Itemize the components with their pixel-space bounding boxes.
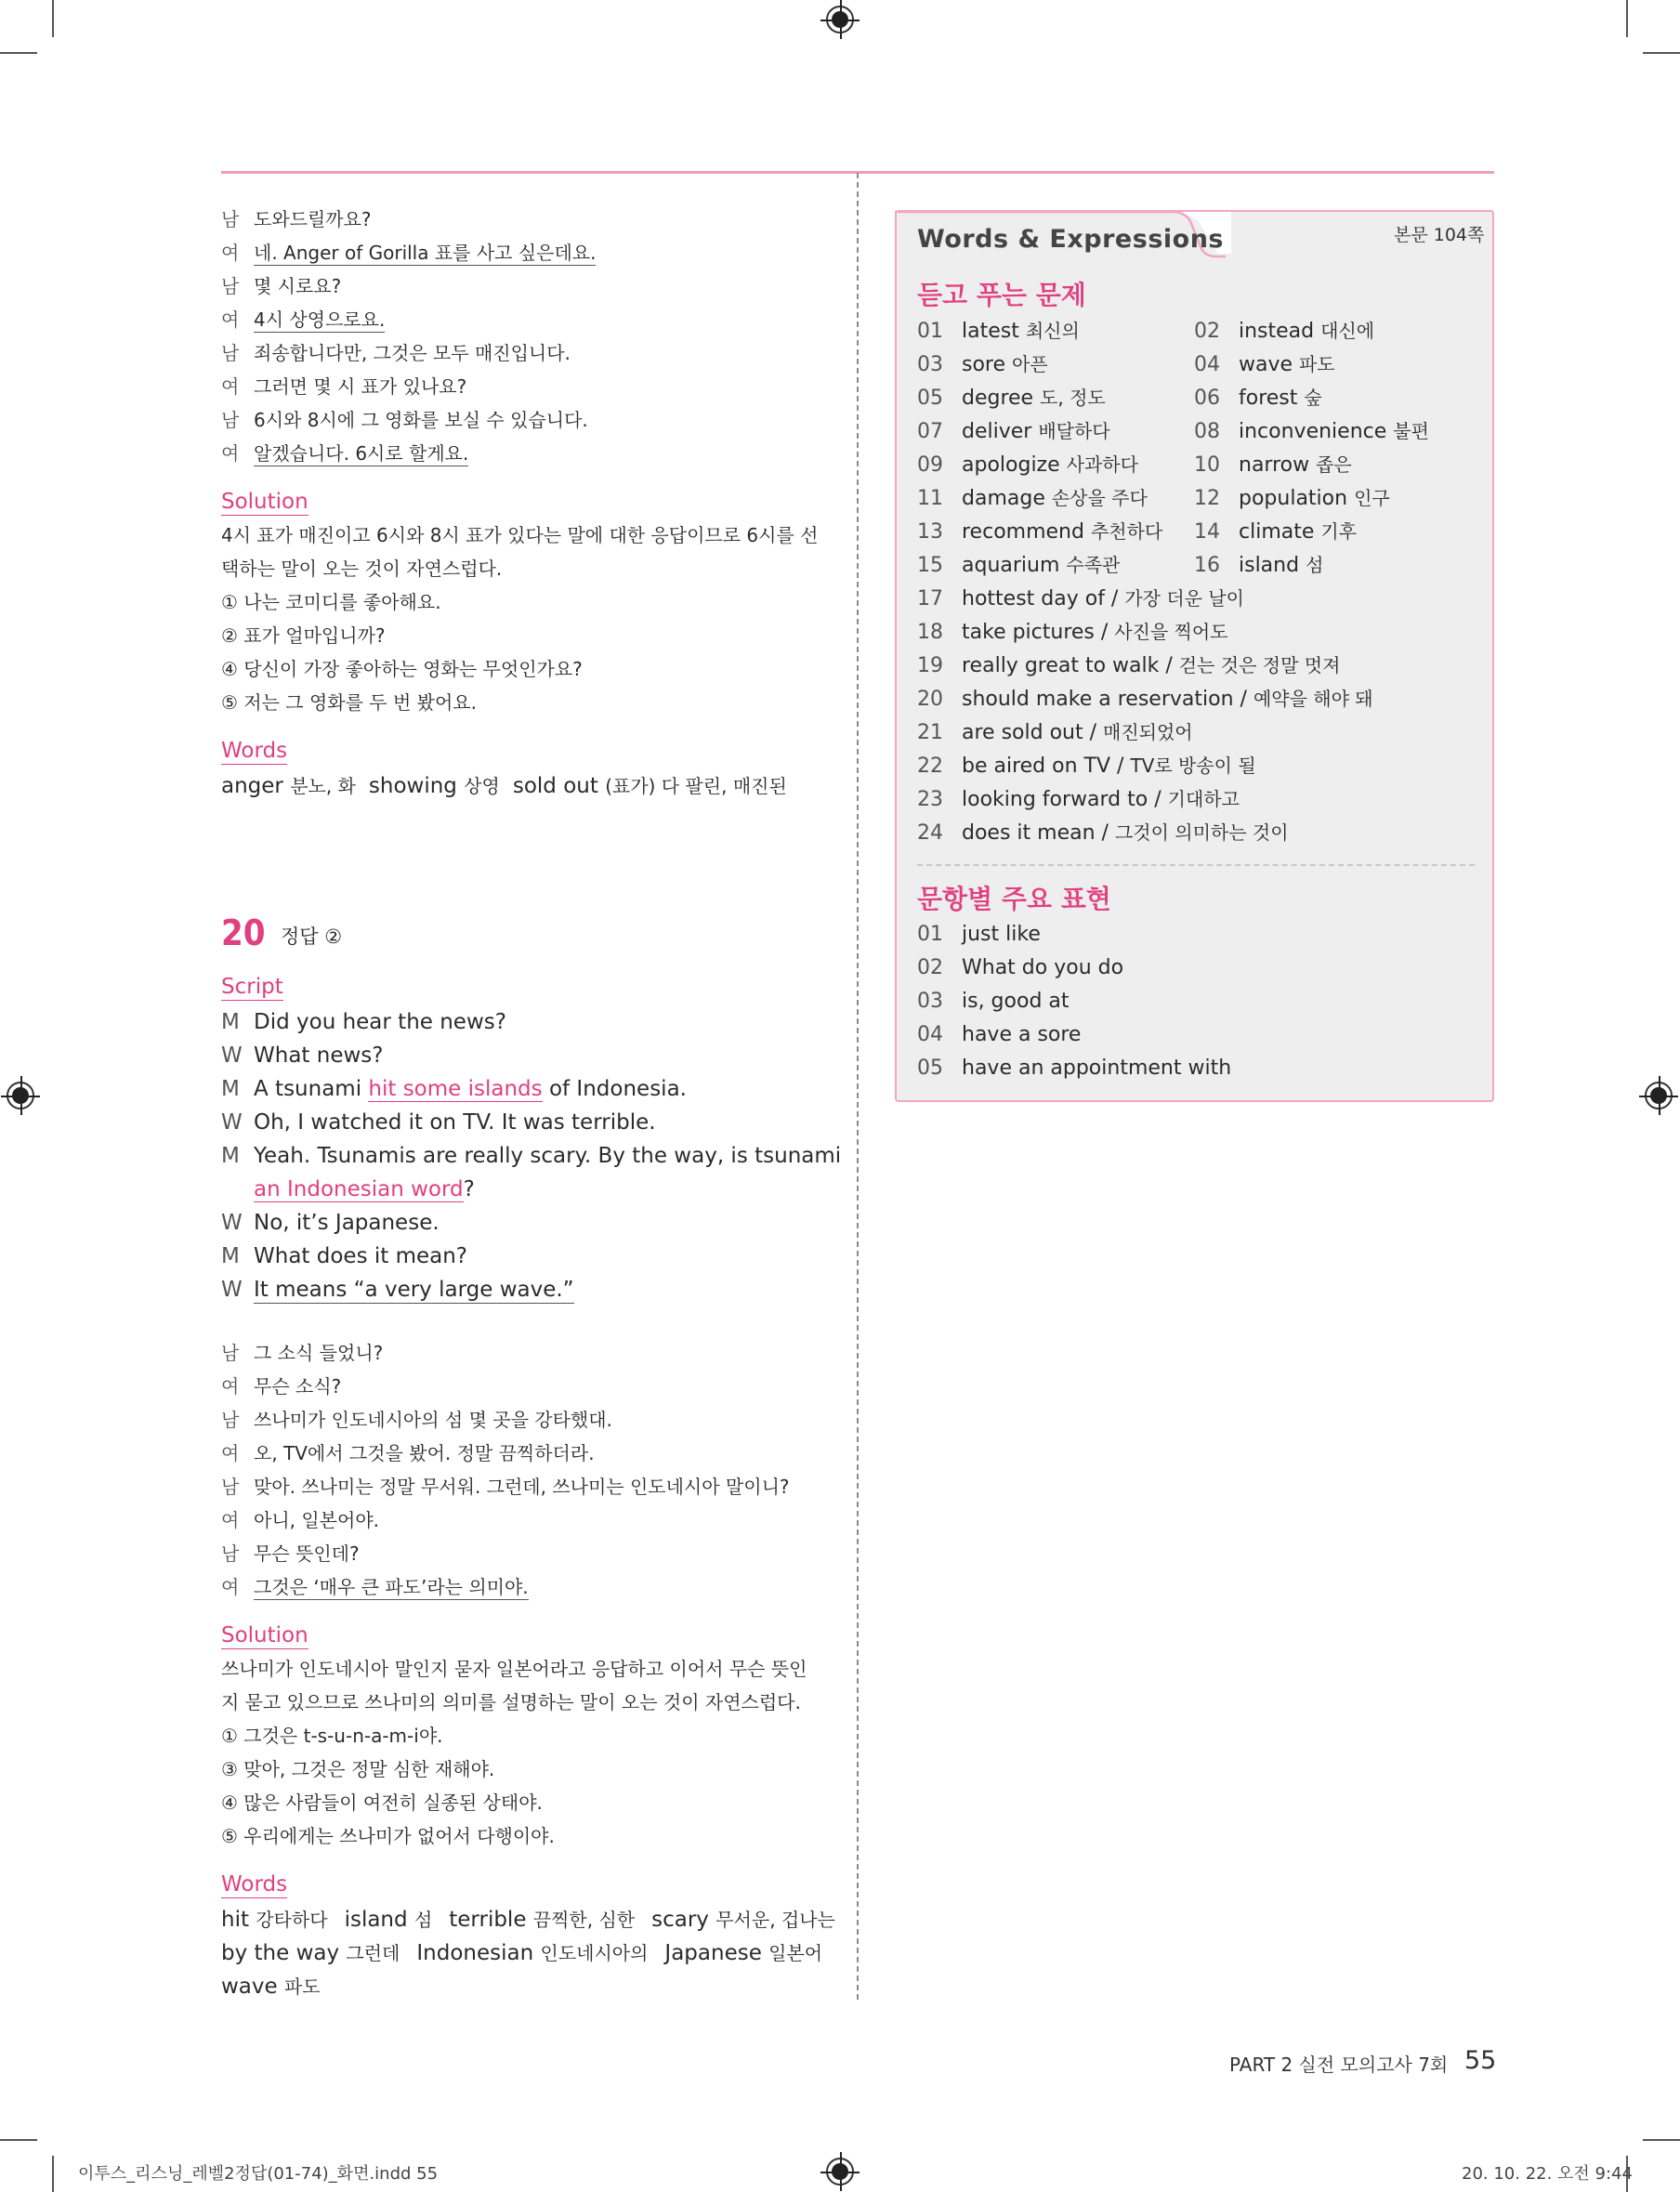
column-divider	[857, 173, 859, 2000]
script-line	[221, 1273, 574, 1306]
vocab-en: aquarium	[962, 554, 1067, 577]
vocab-number: 24	[917, 821, 943, 845]
script-line	[221, 1206, 440, 1240]
dialogue-kr-line	[221, 437, 468, 471]
vocab-phrase	[917, 615, 1228, 650]
speaker-label: W	[221, 1211, 243, 1235]
script-heading: Script	[221, 975, 283, 999]
dialogue-kr-line	[221, 1570, 529, 1605]
solution-line: ③ 맞아, 그것은 정말 심한 재해야.	[221, 1758, 495, 1780]
vocab-phrase	[917, 649, 1340, 683]
vocab-phrase	[917, 749, 1256, 783]
expression-item	[917, 952, 1123, 985]
dialogue-kr-line	[221, 1370, 341, 1404]
vocab-en: should make a reservation /	[962, 688, 1253, 711]
speaker-label: 여	[221, 1442, 240, 1464]
vocab-kr: 가장 더운 날이	[1124, 587, 1244, 610]
solution-line: ② 표가 얼마입니까?	[221, 624, 386, 647]
word-en: sold out	[512, 774, 606, 798]
vocab-item	[1194, 481, 1390, 516]
solution-line: ⑤ 저는 그 영화를 두 번 봤어요.	[221, 691, 477, 714]
dialogue-kr-line	[221, 1437, 595, 1471]
vocab-kr: 수족관	[1066, 554, 1121, 576]
left-column	[221, 0, 842, 2044]
word-en: terrible	[449, 1908, 533, 1932]
dialogue-kr-line	[221, 1537, 360, 1571]
line-text: 4시 상영으로요.	[254, 308, 386, 331]
line-text: 알겠습니다. 6시로 할게요.	[254, 442, 469, 465]
slug-filename: 이투스_리스닝_레벨2정답(01-74)_화면.indd 55	[78, 2164, 439, 2184]
footer-part: PART 2 실전 모의고사 7회	[1229, 2054, 1449, 2076]
expression-number: 01	[917, 923, 943, 946]
vocab-number: 20	[917, 688, 943, 711]
page-number: 55	[1464, 2046, 1497, 2075]
word-kr: 끔찍한, 심한	[532, 1909, 636, 1931]
words-line	[221, 769, 787, 804]
speaker-label: 여	[221, 1576, 240, 1598]
speaker-label: 여	[221, 375, 240, 398]
crop-mark	[1626, 0, 1628, 37]
expression-item	[917, 918, 1041, 952]
word-en: Indonesian	[416, 1941, 541, 1965]
vocab-number: 23	[917, 788, 943, 811]
dialogue-kr-line	[221, 236, 596, 270]
answer-label: 정답 ②	[281, 925, 343, 948]
vocab-en: really great to walk /	[962, 654, 1179, 677]
script-line	[221, 1240, 467, 1273]
script-text: No, it’s Japanese.	[254, 1211, 440, 1235]
crop-mark	[1643, 52, 1680, 54]
words-heading: Words	[221, 1872, 288, 1897]
vocab-item	[917, 515, 1162, 549]
word-kr: 분노, 화	[290, 775, 356, 797]
vocab-number: 18	[917, 621, 943, 644]
dialogue-kr-line	[221, 370, 466, 404]
vocab-item	[1194, 515, 1357, 549]
dialogue-kr-line	[221, 1470, 790, 1504]
speaker-label: 남	[221, 1409, 240, 1431]
vocab-number: 19	[917, 654, 943, 677]
line-text: 맞아. 쓰나미는 정말 무서워. 그런데, 쓰나미는 인도네시아 말이니?	[254, 1476, 790, 1498]
vocab-number: 11	[917, 487, 943, 510]
expression-en: have a sore	[962, 1023, 1082, 1046]
vocab-kr: 좁은	[1316, 453, 1352, 476]
line-text: 쓰나미가 인도네시아의 섬 몇 곳을 강타했대.	[254, 1409, 612, 1431]
dialogue-kr-line	[221, 336, 571, 371]
vocab-item	[1194, 448, 1352, 482]
line-text: 몇 시로요?	[254, 275, 342, 297]
vocab-en: looking forward to /	[962, 788, 1168, 811]
speaker-label: W	[221, 1278, 243, 1302]
crop-mark	[52, 0, 54, 37]
vocab-kr: 인구	[1354, 487, 1390, 509]
vocab-en: inconvenience	[1239, 420, 1394, 443]
vocab-en: population	[1239, 487, 1355, 510]
vocab-en: be aired on TV /	[962, 755, 1131, 778]
vocab-kr: 불편	[1393, 420, 1429, 442]
registration-mark-icon	[7, 1082, 34, 1109]
vocab-number: 05	[917, 387, 943, 410]
vocab-en: instead	[1239, 320, 1321, 343]
vocab-en: forest	[1239, 387, 1305, 410]
dialogue-kr-line	[221, 269, 341, 304]
speaker-label: W	[221, 1110, 243, 1135]
script-line	[221, 1139, 841, 1173]
script-text: of Indonesia.	[542, 1077, 687, 1101]
expression-item	[917, 1018, 1081, 1052]
vocab-en: sore	[962, 353, 1013, 376]
script-line	[221, 1173, 475, 1206]
vocab-kr: 최신의	[1025, 320, 1080, 342]
expression-en: is, good at	[962, 990, 1070, 1013]
vocab-kr: 파도	[1299, 353, 1335, 375]
vocab-en: degree	[962, 387, 1041, 410]
vocab-item	[917, 481, 1148, 516]
expression-item	[917, 985, 1070, 1018]
vocab-kr: 섬	[1306, 554, 1324, 576]
dialogue-kr-line	[221, 1336, 383, 1371]
word-kr: 인도네시아의	[540, 1942, 649, 1964]
speaker-label: M	[221, 1077, 240, 1101]
vocab-item	[917, 348, 1048, 382]
vocab-kr: TV로 방송이 될	[1130, 755, 1256, 777]
vocab-number: 14	[1194, 520, 1220, 544]
vocab-item	[917, 414, 1110, 449]
vocab-en: deliver	[962, 420, 1039, 443]
words-line	[221, 1936, 822, 1971]
section-title-listening: 듣고 푸는 문제	[917, 280, 1086, 310]
speaker-label: 여	[221, 1509, 240, 1531]
vocab-number: 04	[1194, 353, 1220, 376]
word-en: anger	[221, 774, 291, 798]
vocab-kr: 추천하다	[1090, 520, 1163, 543]
line-text: 도와드릴까요?	[254, 208, 372, 230]
question-number: 20	[221, 912, 266, 953]
vocab-en: narrow	[1239, 453, 1317, 477]
speaker-label: W	[221, 1043, 243, 1068]
vocab-number: 03	[917, 353, 943, 376]
crop-mark	[52, 2156, 54, 2192]
vocab-number: 13	[917, 520, 943, 544]
expression-number: 03	[917, 990, 943, 1013]
vocab-item	[1194, 348, 1335, 382]
expression-number: 02	[917, 956, 943, 979]
line-text: 무슨 소식?	[254, 1375, 342, 1398]
vocab-item	[1194, 314, 1374, 348]
vocab-en: island	[1239, 554, 1306, 577]
vocab-number: 17	[917, 587, 943, 610]
vocab-item	[1194, 381, 1322, 415]
vocab-item	[917, 548, 1120, 583]
solution-heading: Solution	[221, 1623, 308, 1647]
vocab-number: 01	[917, 320, 943, 343]
script-text: hit some islands	[368, 1077, 543, 1101]
word-kr: 그런데	[346, 1942, 400, 1964]
word-kr: 상영	[464, 775, 500, 797]
vocab-number: 16	[1194, 554, 1220, 577]
line-text: 그러면 몇 시 표가 있나요?	[254, 375, 467, 398]
vocab-number: 08	[1194, 420, 1220, 443]
vocab-en: recommend	[962, 520, 1091, 544]
word-en: island	[344, 1908, 414, 1932]
speaker-label: 남	[221, 409, 240, 431]
word-kr: 강타하다	[256, 1909, 328, 1931]
script-text: Oh, I watched it on TV. It was terrible.	[254, 1110, 656, 1135]
vocab-kr: 숲	[1304, 387, 1322, 409]
vocab-phrase	[917, 682, 1373, 716]
expression-en: What do you do	[962, 956, 1124, 979]
word-en: scary	[651, 1908, 716, 1932]
vocab-en: damage	[962, 487, 1052, 510]
vocab-en: does it mean /	[962, 821, 1115, 845]
vocab-phrase	[917, 782, 1240, 817]
line-text: 오, TV에서 그것을 봤어. 정말 끔찍하더라.	[254, 1442, 595, 1464]
word-kr: (표가) 다 팔린, 매진된	[605, 775, 787, 797]
vocab-phrase	[917, 715, 1193, 750]
speaker-label: M	[221, 1144, 240, 1168]
vocab-kr: 기후	[1320, 520, 1358, 543]
vocab-kr: 걷는 것은 정말 멋져	[1178, 654, 1341, 676]
dialogue-kr-line	[221, 403, 588, 438]
dialogue-kr-line	[221, 1503, 379, 1538]
vocab-en: climate	[1239, 520, 1321, 544]
script-line	[221, 1039, 383, 1072]
script-text: ?	[463, 1177, 475, 1201]
line-text: 죄송합니다만, 그것은 모두 매진입니다.	[254, 342, 571, 364]
word-kr: 무서운, 겁나는	[715, 1909, 835, 1931]
vocab-kr: 기대하고	[1167, 788, 1240, 810]
solution-line: 택하는 말이 오는 것이 자연스럽다.	[221, 558, 503, 580]
speaker-label: 여	[221, 308, 240, 331]
expression-number: 04	[917, 1023, 943, 1046]
vocab-phrase	[917, 582, 1244, 616]
solution-heading: Solution	[221, 490, 308, 514]
words-heading: Words	[221, 739, 288, 763]
crop-mark	[0, 2139, 37, 2141]
script-text: Did you hear the news?	[254, 1010, 506, 1034]
crop-mark	[1643, 2139, 1680, 2141]
page-reference: 본문 104쪽	[1394, 225, 1485, 245]
vocab-kr: 대신에	[1320, 320, 1375, 342]
vocab-kr: 그것이 의미하는 것이	[1114, 821, 1289, 844]
dialogue-kr-line	[221, 203, 372, 237]
vocab-kr: 예약을 해야 돼	[1253, 688, 1373, 710]
speaker-label: 여	[221, 442, 240, 465]
speaker-label: 남	[221, 1476, 240, 1498]
word-en: wave	[221, 1975, 284, 1999]
vocab-kr: 사진을 찍어도	[1114, 621, 1228, 643]
speaker-label: M	[221, 1244, 240, 1268]
dialogue-kr-line	[221, 1403, 612, 1437]
solution-line: ① 나는 코미디를 좋아해요.	[221, 591, 441, 613]
solution-line: ④ 많은 사람들이 여전히 실종된 상태야.	[221, 1792, 543, 1814]
script-text: A tsunami	[254, 1077, 369, 1101]
speaker-label: 남	[221, 1342, 240, 1364]
script-line	[221, 1106, 656, 1139]
vocab-item	[1194, 548, 1323, 583]
line-text: 그 소식 들었니?	[254, 1342, 384, 1364]
vocab-phrase	[917, 816, 1289, 850]
line-text: 아니, 일본어야.	[254, 1509, 379, 1531]
speaker-label: 여	[221, 242, 240, 264]
speaker-label: 남	[221, 275, 240, 297]
speaker-label: 여	[221, 1375, 240, 1398]
script-line	[221, 1005, 506, 1039]
vocab-en: wave	[1239, 353, 1300, 376]
vocab-number: 06	[1194, 387, 1220, 410]
speaker-label: 남	[221, 1542, 240, 1565]
vocab-kr: 매진되었어	[1103, 721, 1193, 743]
vocab-item	[917, 314, 1080, 348]
vocab-number: 12	[1194, 487, 1220, 510]
vocab-number: 09	[917, 453, 943, 477]
vocab-number: 07	[917, 420, 943, 443]
vocab-kr: 사과하다	[1066, 453, 1138, 476]
script-text: It means “a very large wave.”	[254, 1278, 574, 1302]
word-kr: 파도	[283, 1975, 321, 1998]
solution-line: ① 그것은 t-s-u-n-a-m-i야.	[221, 1725, 443, 1747]
vocab-en: take pictures /	[962, 621, 1115, 644]
word-kr: 일본어	[768, 1942, 823, 1964]
line-text: 6시와 8시에 그 영화를 보실 수 있습니다.	[254, 409, 588, 431]
vocab-en: apologize	[962, 453, 1067, 477]
solution-line: ④ 당신이 가장 좋아하는 영화는 무엇인가요?	[221, 658, 583, 680]
script-line	[221, 1072, 687, 1106]
vocab-en: latest	[962, 320, 1026, 343]
word-en: hit	[221, 1908, 256, 1932]
speaker-label: 남	[221, 342, 240, 364]
vocab-kr: 손상을 주다	[1051, 487, 1148, 509]
script-text: What does it mean?	[254, 1244, 468, 1268]
registration-mark-icon	[826, 2158, 854, 2185]
word-kr: 섬	[413, 1909, 433, 1931]
script-text: an Indonesian word	[254, 1177, 464, 1201]
vocab-item	[1194, 414, 1429, 449]
vocab-number: 02	[1194, 320, 1220, 343]
registration-mark-icon	[1645, 1082, 1673, 1109]
words-line	[221, 1970, 321, 2004]
vocab-item	[917, 381, 1106, 415]
vocab-number: 15	[917, 554, 943, 577]
line-text: 무슨 뜻인데?	[254, 1542, 360, 1565]
expression-item	[917, 1052, 1231, 1085]
script-text: Yeah. Tsunamis are really scary. By the way, is tsunami	[254, 1144, 842, 1168]
vocab-kr: 아픈	[1012, 353, 1048, 375]
solution-line: ⑤ 우리에게는 쓰나미가 없어서 다행이야.	[221, 1825, 555, 1847]
section-separator	[917, 864, 1475, 866]
vocab-kr: 도, 정도	[1040, 387, 1106, 409]
vocab-en: are sold out /	[962, 721, 1103, 744]
words-line	[221, 1903, 835, 1937]
vocab-number: 10	[1194, 453, 1220, 477]
solution-line: 지 묻고 있으므로 쓰나미의 의미를 설명하는 말이 오는 것이 자연스럽다.	[221, 1691, 801, 1713]
expression-number: 05	[917, 1057, 943, 1080]
solution-line: 쓰나미가 인도네시아 말인지 묻자 일본어라고 응답하고 이어서 무슨 뜻인	[221, 1658, 807, 1680]
vocab-number: 21	[917, 721, 943, 744]
speaker-label: M	[221, 1010, 240, 1034]
expression-en: have an appointment with	[962, 1057, 1232, 1080]
word-en: showing	[368, 774, 465, 798]
script-text: What news?	[254, 1043, 384, 1068]
solution-line: 4시 표가 매진이고 6시와 8시 표가 있다는 말에 대한 응답이므로 6시를 선	[221, 524, 819, 546]
vocab-number: 22	[917, 755, 943, 778]
box-title: Words & Expressions	[917, 225, 1224, 254]
vocab-kr: 배달하다	[1038, 420, 1110, 442]
section-title-expressions: 문항별 주요 표현	[917, 884, 1111, 914]
slug-datetime: 20. 10. 22. 오전 9:44	[1462, 2164, 1633, 2184]
vocab-item	[917, 448, 1138, 482]
crop-mark	[0, 52, 37, 54]
dialogue-kr-line	[221, 303, 385, 337]
line-text: 네. Anger of Gorilla 표를 사고 싶은데요.	[254, 242, 597, 264]
line-text: 그것은 ‘매우 큰 파도’라는 의미야.	[254, 1576, 529, 1598]
expression-en: just like	[962, 923, 1041, 946]
word-en: by the way	[221, 1941, 347, 1965]
word-en: Japanese	[664, 1941, 769, 1965]
vocab-en: hottest day of /	[962, 587, 1125, 610]
speaker-label: 남	[221, 208, 240, 230]
